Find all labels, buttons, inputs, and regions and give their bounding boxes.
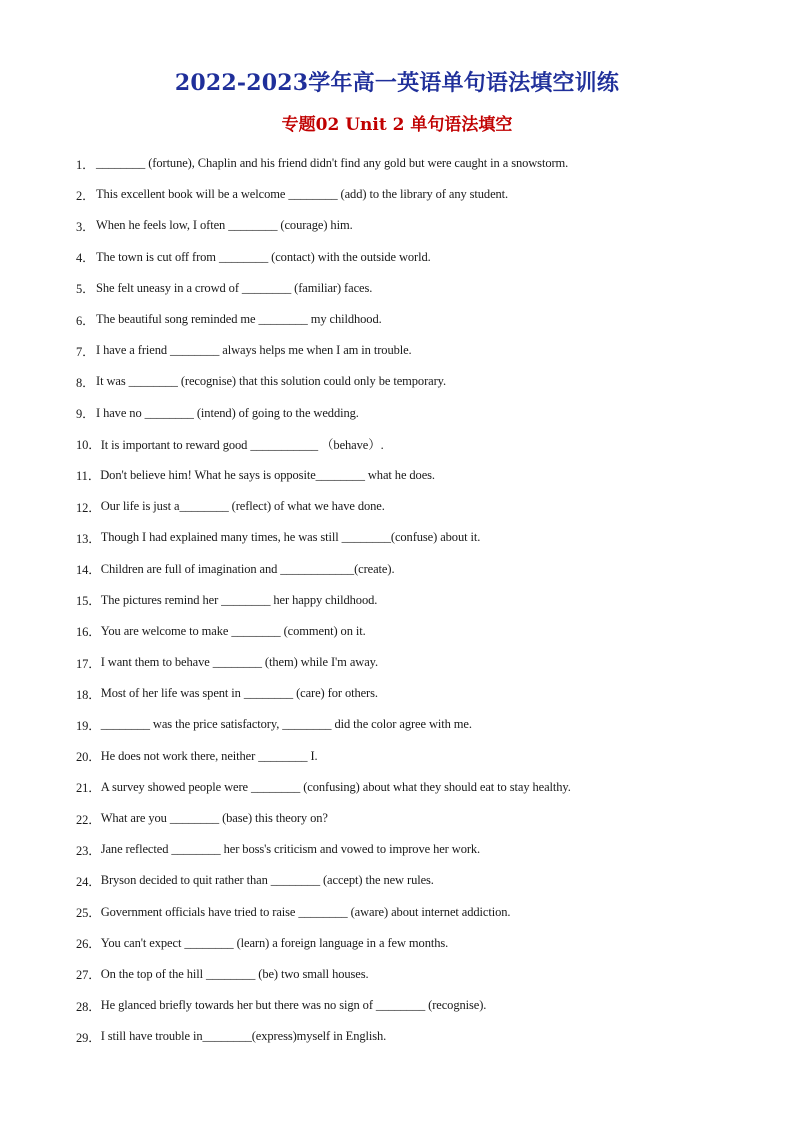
question-number: 5．: [76, 282, 95, 297]
question-text: What are you ________ (base) this theory on?: [100, 811, 328, 826]
question-list: [76, 148, 776, 1052]
question-number: 7．: [76, 344, 95, 359]
question-item: [76, 522, 776, 553]
question-item: [76, 491, 776, 522]
question-text: This excellent book will be a welcome ________ (add) to the library of any student.: [96, 187, 509, 202]
question-number: 20．: [76, 750, 101, 765]
question-text: ________ was the price satisfactory, ________ did the color agree with me.: [100, 717, 472, 732]
question-text: The pictures remind her ________ her happy childhood.: [100, 592, 378, 607]
question-item: [76, 616, 776, 647]
question-number: 22．: [76, 812, 101, 827]
question-number: 14．: [76, 563, 101, 578]
question-text: On the top of the hill ________ (be) two small houses.: [100, 966, 369, 981]
question-text: Our life is just a________ (reflect) of what we have done.: [100, 499, 385, 514]
question-text: Jane reflected ________ her boss's criticism and vowed to improve her work.: [100, 842, 481, 857]
question-text: He does not work there, neither ________ I.: [100, 748, 318, 763]
question-text: It is important to reward good ___________ （behave）.: [100, 438, 384, 453]
question-number: 17．: [76, 656, 101, 671]
question-item: [76, 366, 776, 397]
question-item: [76, 678, 776, 709]
question-text: I still have trouble in________(express)myself in English.: [100, 1029, 387, 1044]
question-number: 23．: [76, 843, 101, 858]
question-number: 2．: [76, 188, 95, 203]
question-text: Bryson decided to quit rather than ________ (accept) the new rules.: [100, 873, 434, 888]
question-item: [76, 429, 776, 460]
question-number: 9．: [76, 407, 95, 422]
question-item: [76, 1021, 776, 1052]
question-text: She felt uneasy in a crowd of ________ (familiar) faces.: [96, 280, 373, 295]
question-text: When he feels low, I often ________ (courage) him.: [96, 218, 353, 233]
question-number: 13．: [76, 531, 101, 546]
question-item: [76, 335, 776, 366]
question-number: 8．: [76, 375, 95, 390]
question-item: [76, 897, 776, 928]
question-number: 3．: [76, 219, 95, 234]
question-text: Don't believe him! What he says is opposite________ what he does.: [100, 467, 435, 482]
question-item: [76, 273, 776, 304]
question-text: It was ________ (recognise) that this solution could only be temporary.: [96, 374, 447, 389]
question-text: The town is cut off from ________ (contact) with the outside world.: [96, 249, 431, 264]
question-number: 18．: [76, 687, 101, 702]
question-text: Children are full of imagination and ____________(create).: [100, 561, 395, 576]
question-item: [76, 865, 776, 896]
question-number: 11．: [76, 469, 101, 484]
question-text: Though I had explained many times, he was still ________(confuse) about it.: [100, 530, 481, 545]
question-item: [76, 834, 776, 865]
question-item: [76, 460, 776, 491]
question-number: 19．: [76, 718, 101, 733]
page-subtitle: 专题02 Unit 2 单句语法填空: [281, 115, 513, 135]
question-text: The beautiful song reminded me ________ my childhood.: [96, 312, 382, 327]
question-item: [76, 553, 776, 584]
question-number: 10．: [76, 438, 101, 453]
question-text: You are welcome to make ________ (comment) on it.: [100, 623, 366, 638]
question-item: [76, 242, 776, 273]
question-number: 25．: [76, 906, 101, 921]
question-item: [76, 803, 776, 834]
question-number: 21．: [76, 781, 101, 796]
question-text: I have no ________ (intend) of going to the wedding.: [96, 405, 359, 420]
question-item: [76, 928, 776, 959]
question-item: [76, 304, 776, 335]
question-text: I have a friend ________ always helps me when I am in trouble.: [96, 343, 412, 358]
question-text: You can't expect ________ (learn) a foreign language in a few months.: [100, 935, 449, 950]
question-number: 12．: [76, 500, 101, 515]
question-item: [76, 210, 776, 241]
question-item: [76, 741, 776, 772]
question-item: [76, 585, 776, 616]
question-number: 15．: [76, 594, 101, 609]
question-text: ________ (fortune), Chaplin and his friend didn't find any gold but were caught in a snowstorm.: [96, 156, 569, 171]
question-text: I want them to behave ________ (them) while I'm away.: [100, 655, 379, 670]
question-text: Most of her life was spent in ________ (care) for others.: [100, 686, 378, 701]
question-number: 27．: [76, 968, 101, 983]
question-number: 26．: [76, 937, 101, 952]
question-item: [76, 647, 776, 678]
question-text: He glanced briefly towards her but there was no sign of ________ (recognise).: [100, 998, 487, 1013]
question-number: 28．: [76, 999, 101, 1014]
question-item: [76, 148, 776, 179]
question-item: [76, 772, 776, 803]
question-text: Government officials have tried to raise ________ (aware) about internet addiction.: [100, 904, 511, 919]
question-number: 6．: [76, 313, 95, 328]
page-title: 2022-2023学年高一英语单句语法填空训练: [174, 70, 620, 96]
question-item: [76, 990, 776, 1021]
question-item: [76, 398, 776, 429]
question-text: A survey showed people were ________ (confusing) about what they should eat to stay healthy.: [100, 779, 571, 794]
question-item: [76, 709, 776, 740]
question-number: 1．: [76, 157, 95, 172]
question-item: [76, 179, 776, 210]
question-item: [76, 959, 776, 990]
question-number: 24．: [76, 874, 101, 889]
question-number: 29．: [76, 1030, 101, 1045]
question-number: 16．: [76, 625, 101, 640]
question-number: 4．: [76, 251, 95, 266]
